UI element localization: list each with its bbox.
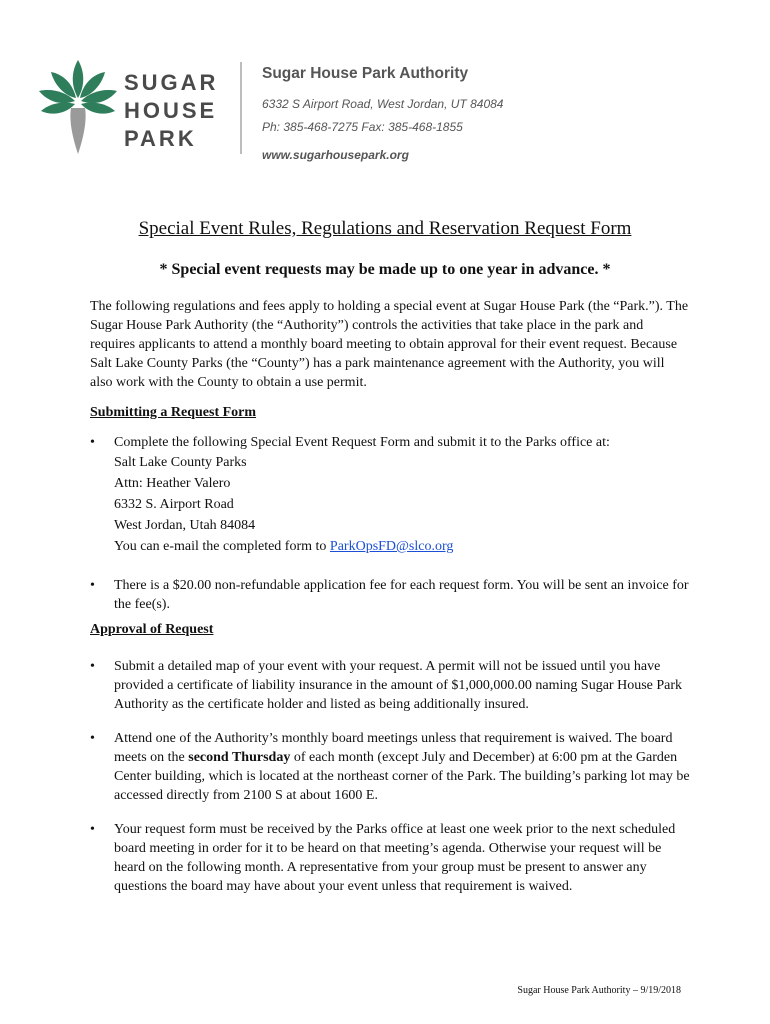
- section-heading-approval: Approval of Request: [90, 622, 214, 637]
- bullet-icon: •: [90, 659, 95, 674]
- list-item: [90, 820, 690, 896]
- bullet-text-part: Attend one of the Authority’s monthly board meetings unless that requirement is waived. The board meets on the: [114, 731, 673, 765]
- bullet-text: Complete the following Special Event Request Form and submit it to the Parks office at:: [114, 435, 610, 450]
- address-line: 6332 S. Airport Road: [114, 497, 234, 512]
- list-item: [90, 729, 690, 805]
- brand-wordmark: [124, 69, 218, 153]
- list-item: [90, 657, 690, 714]
- brand-line-2: HOUSE: [124, 98, 218, 123]
- header-divider: [240, 62, 242, 154]
- sugar-house-park-logo: [38, 58, 118, 158]
- bullet-text: Your request form must be received by the Parks office at least one week prior to the next scheduled board meeting in order for it to be heard on that meeting’s agenda. Otherwise your request will be heard on the following month. A representative from your group must be present to answer any questions the board may have about your event unless that requirement is waived.: [114, 822, 676, 894]
- address-line: Salt Lake County Parks: [114, 455, 247, 470]
- bullet-text: [114, 729, 690, 805]
- bullet-icon: •: [90, 435, 95, 450]
- email-prefix: You can e-mail the completed form to: [114, 539, 330, 554]
- page-subtitle: * Special event requests may be made up to one year in advance. *: [159, 261, 611, 278]
- bullet-text: Submit a detailed map of your event with your request. A permit will not be issued until you have provided a certificate of liability insurance in the amount of $1,000,000.00 naming Sugar House Park Authority as the certificate holder and listed as being additionally insured.: [114, 659, 683, 712]
- email-line: [114, 536, 690, 557]
- address-line: Attn: Heather Valero: [114, 476, 231, 491]
- brand-line-3: PARK: [124, 126, 197, 151]
- org-phone-fax: Ph: 385-468-7275 Fax: 385-468-1855: [262, 120, 463, 134]
- address-line: West Jordan, Utah 84084: [114, 518, 256, 533]
- brand-line-1: SUGAR: [124, 70, 219, 95]
- list-item: [90, 433, 690, 557]
- page-footer: Sugar House Park Authority – 9/19/2018: [517, 985, 681, 996]
- bullet-icon: •: [90, 731, 95, 746]
- bullet-icon: •: [90, 578, 95, 593]
- bullet-text-part: of each month (except July and December) at 6:00 pm at the Garden Center building, which is located at the northeast corner of the Park. The building’s parking lot may be accessed directly from 2100 S at about 1600 E.: [114, 750, 690, 803]
- email-link[interactable]: ParkOpsFD@slco.org: [329, 539, 454, 554]
- page-title: Special Event Rules, Regulations and Reservation Request Form: [138, 218, 632, 239]
- intro-paragraph: The following regulations and fees apply to holding a special event at Sugar House Park (the “Park.”). The Sugar House Park Authority (the “Authority”) controls the activities that take place in the park and requires applicants to attend a monthly board meeting to obtain approval for their event request. Because Salt Lake County Parks (the “County”) has a park maintenance agreement with the Authority, you will also work with the County to obtain a use permit.: [90, 299, 689, 390]
- org-name: Sugar House Park Authority: [262, 65, 469, 82]
- list-item: [90, 576, 690, 614]
- meeting-day-emphasis: second Thursday: [188, 750, 291, 765]
- bullet-text: There is a $20.00 non-refundable application fee for each request form. You will be sent an invoice for the fee(s).: [114, 578, 689, 612]
- bullet-icon: •: [90, 822, 95, 837]
- parks-office-address: [114, 452, 690, 557]
- section-heading-submitting: Submitting a Request Form: [90, 405, 257, 420]
- org-address: 6332 S Airport Road, West Jordan, UT 84084: [262, 97, 504, 111]
- org-website: www.sugarhousepark.org: [262, 148, 409, 162]
